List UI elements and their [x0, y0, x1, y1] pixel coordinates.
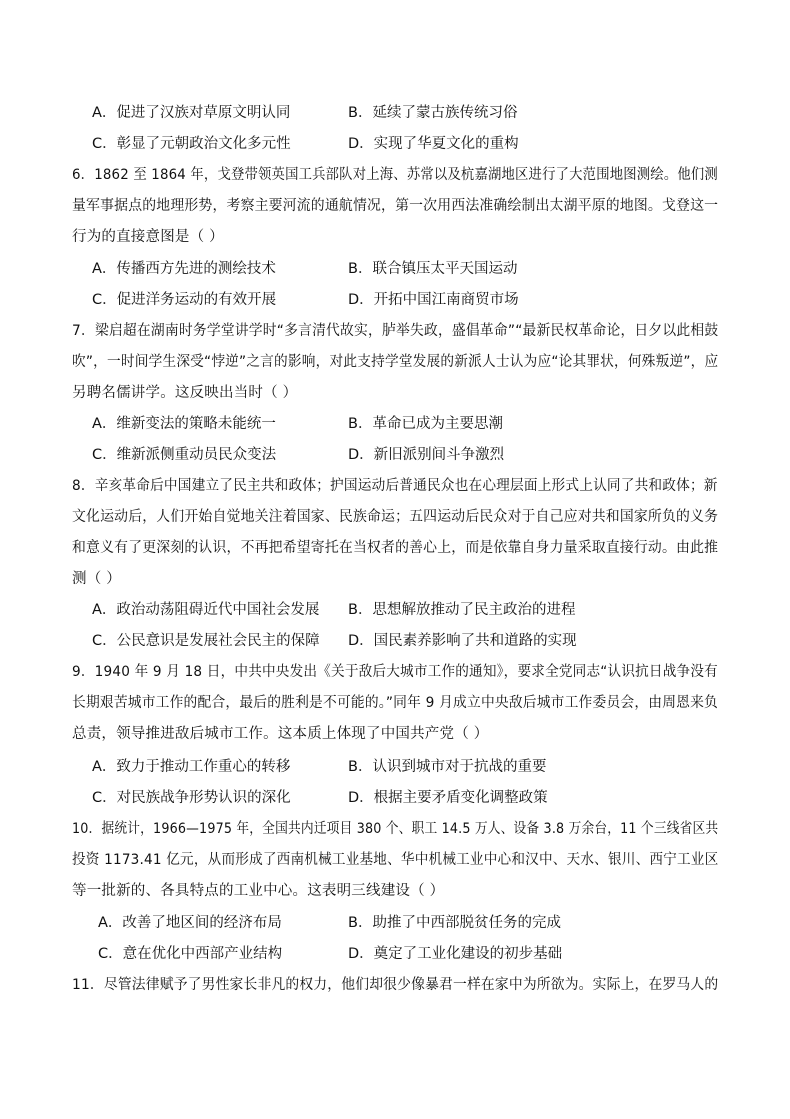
q6-option-d: D．开拓中国江南商贸市场	[348, 292, 519, 308]
q6-stem-line-1: 6．1862 至 1864 年，戈登带领英国工兵部队对上海、苏常以及杭嘉湖地区进行了大范围地图测绘。他们测	[72, 167, 718, 183]
q10-stem-line-3: 等一批新的、各具特点的工业中心。这表明三线建设（ ）	[72, 883, 445, 899]
q8-stem-line-1: 8．辛亥革命后中国建立了民主共和政体；护国运动后普通民众也在心理层面上形式上认同了共和政体；新	[72, 478, 718, 494]
q10-option-d: D．奠定了工业化建设的初步基础	[348, 946, 563, 962]
q8-option-c: C．公民意识是发展社会民主的保障	[92, 633, 320, 649]
q8-stem-line-4: 测（ ）	[72, 571, 121, 587]
q7-stem-line-3: 另聘名儒讲学。这反映出当时（ ）	[72, 385, 298, 401]
q9-stem-line-3: 总责，领导推进敌后城市工作。这本质上体现了中国共产党（ ）	[72, 726, 489, 742]
q10-option-a: A．改善了地区间的经济布局	[98, 915, 282, 931]
q7-option-a: A．维新变法的策略未能统一	[92, 416, 276, 432]
q6-option-a: A．传播西方先进的测绘技术	[92, 261, 276, 277]
q10-stem-line-1: 10．据统计，1966—1975 年，全国共内迁项目 380 个、职工 14.5 万人、设备 3.8 万余台，11 个三线省区共	[72, 821, 719, 837]
q5-option-d: D．实现了华夏文化的重构	[348, 136, 519, 152]
q6-option-c: C．促进洋务运动的有效开展	[92, 292, 277, 308]
q8-option-b: B．思想解放推动了民主政治的进程	[348, 602, 576, 618]
q9-option-d: D．根据主要矛盾变化调整政策	[348, 790, 548, 806]
q8-stem-line-2: 文化运动后，人们开始自觉地关注着国家、民族命运；五四运动后民众对于自己应对共和国家所负的义务	[72, 509, 719, 525]
q9-option-b: B．认识到城市对于抗战的重要	[348, 759, 547, 775]
q10-stem-line-2: 投资 1173.41 亿元，从而形成了西南机械工业基地、华中机械工业中心和汉中、天水、银川、西宁工业区	[72, 852, 719, 868]
q10-option-c: C．意在优化中西部产业结构	[98, 946, 283, 962]
q8-option-d: D．国民素养影响了共和道路的实现	[348, 633, 577, 649]
q7-option-d: D．新旧派别间斗争激烈	[348, 447, 505, 463]
q6-option-b: B．联合镇压太平天国运动	[348, 261, 518, 277]
q11-stem-line-1: 11．尽管法律赋予了男性家长非凡的权力，他们却很少像暴君一样在家中为所欲为。实际上，在罗马人的	[72, 977, 719, 993]
q5-option-b: B．延续了蒙古族传统习俗	[348, 105, 518, 121]
q9-stem-line-1: 9．1940 年 9 月 18 日，中共中央发出《关于敌后大城市工作的通知》，要求全党同志“认识抗日战争没有	[72, 664, 718, 680]
q7-option-b: B．革命已成为主要思潮	[348, 416, 503, 432]
q7-option-c: C．维新派侧重动员民众变法	[92, 447, 277, 463]
q9-stem-line-2: 长期艰苦城市工作的配合，最后的胜利是不可能的。”同年 9 月成立中央敌后城市工作委员会，由周恩来负	[72, 695, 719, 711]
q5-option-c: C．彰显了元朝政治文化多元性	[92, 136, 291, 152]
q8-stem-line-3: 和意义有了更深刻的认识，不再把希望寄托在当权者的善心上，而是依靠自身力量采取直接行动。由此推	[72, 540, 719, 556]
q7-stem-line-1: 7．梁启超在湖南时务学堂讲学时“多言清代故实，胪举失政，盛倡革命”“最新民权革命论，日夕以此相鼓	[72, 323, 719, 339]
q6-stem-line-3: 行为的直接意图是（ ）	[72, 229, 224, 245]
q6-stem-line-2: 量军事据点的地理形势，考察主要河流的通航情况，第一次用西法准确绘制出太湖平原的地图。戈登这一	[72, 198, 719, 214]
q7-stem-line-2: 吹”，一时间学生深受“悖逆”之言的影响，对此支持学堂发展的新派人士认为应“论其罪状，何殊叛逆”，应	[72, 354, 719, 370]
q9-option-c: C．对民族战争形势认识的深化	[92, 790, 291, 806]
q8-option-a: A．政治动荡阻碍近代中国社会发展	[92, 602, 320, 618]
q10-option-b: B．助推了中西部脱贫任务的完成	[348, 915, 561, 931]
q9-option-a: A．致力于推动工作重心的转移	[92, 759, 291, 775]
q5-option-a: A．促进了汉族对草原文明认同	[92, 105, 291, 121]
